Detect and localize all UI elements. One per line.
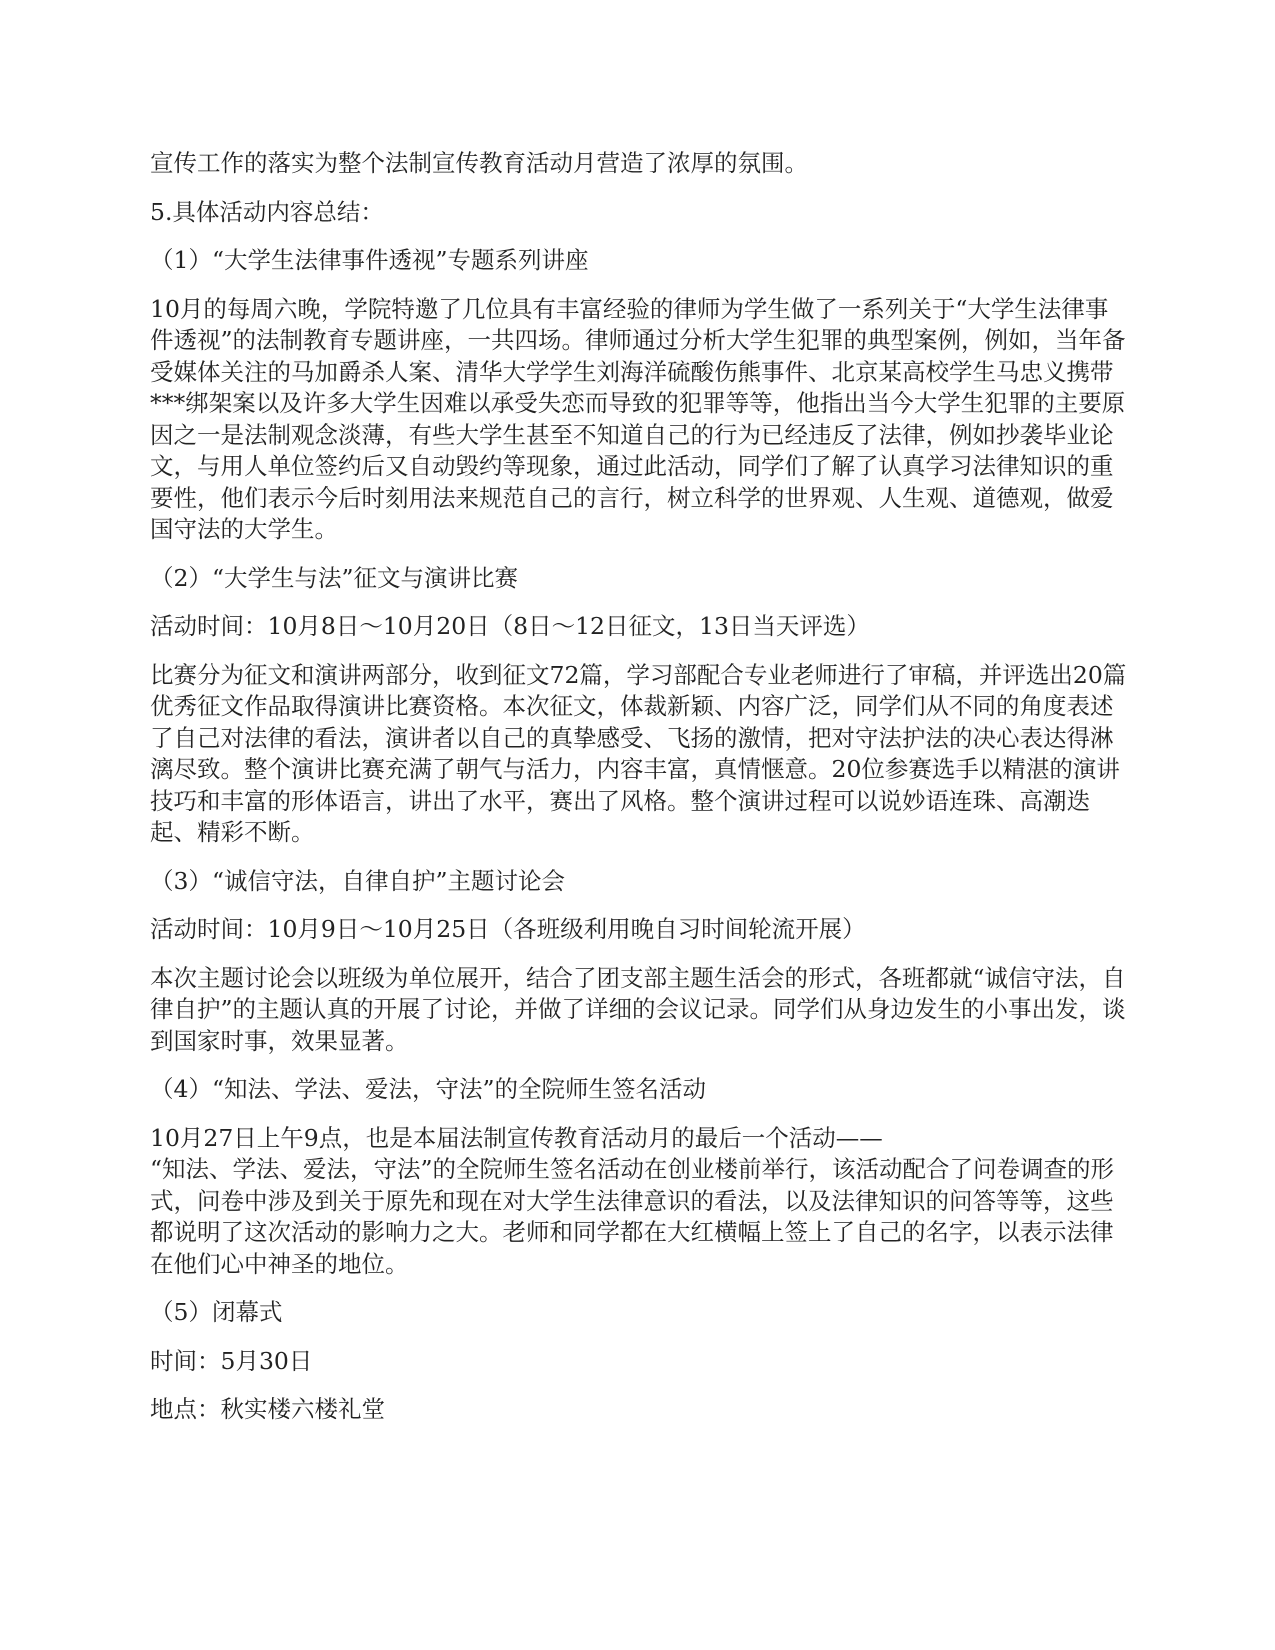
item-1-heading: （1）“大学生法律事件透视”专题系列讲座: [150, 246, 589, 274]
item-4-body-line1: 10月27日上午9点，也是本届法制宣传教育活动月的最后一个活动——: [150, 1123, 883, 1152]
section-5-heading: 5.具体活动内容总结：: [150, 197, 384, 226]
item-4-heading: （4）“知法、学法、爱法，守法”的全院师生签名活动: [150, 1075, 706, 1103]
intro-fragment: 宣传工作的落实为整个法制宣传教育活动月营造了浓厚的氛围。: [150, 149, 808, 177]
item-1-body: 10月的每周六晚，学院特邀了几位具有丰富经验的律师为学生做了一系列关于“大学生法律事件透视”的法制教育专题讲座，一共四场。律师通过分析大学生犯罪的典型案例，例如，当年备受媒体关注的马加爵杀人案、清华大学学生刘海洋硫酸伤熊事件、北京某高校学生马忠义携带***绑架案以及许多大学生因难以承受失恋而导致的犯罪等等，他指出当今大学生犯罪的主要原因之一是法制观念淡薄，有些大学生甚至不知道自己的行为已经违反了法律，例如抄袭毕业论文，与用人单位签约后又自动毁约等现象，通过此活动，同学们了解了认真学习法律知识的重要性，他们表示今后时刻用法来规范自己的言行，树立科学的世界观、人生观、道德观，做爱国守法的大学生。: [150, 294, 1126, 543]
item-5-place: 地点：秋实楼六楼礼堂: [150, 1395, 385, 1423]
item-5-heading: （5）闭幕式: [150, 1298, 283, 1326]
item-2-heading: （2）“大学生与法”征文与演讲比赛: [150, 563, 518, 592]
item-2-time: 活动时间：10月8日～10月20日（8日～12日征文，13日当天评选）: [150, 612, 870, 640]
item-2-body: 比赛分为征文和演讲两部分，收到征文72篇，学习部配合专业老师进行了审稿，并评选出20篇优秀征文作品取得演讲比赛资格。本次征文，体裁新颖、内容广泛，同学们从不同的角度表述了自己对法律的看法，演讲者以自己的真挚感受、飞扬的激情，把对守法护法的决心表达得淋漓尽致。整个演讲比赛充满了朝气与活力，内容丰富，真情惬意。20位参赛选手以精湛的演讲技巧和丰富的形体语言，讲出了水平，赛出了风格。整个演讲过程可以说妙语连珠、高潮迭起、精彩不断。: [150, 660, 1127, 846]
item-3-body: 本次主题讨论会以班级为单位展开，结合了团支部主题生活会的形式，各班都就“诚信守法，自律自护”的主题认真的开展了讨论，并做了详细的会议记录。同学们从身边发生的小事出发，谈到国家时事，效果显著。: [150, 963, 1126, 1055]
item-3-heading: （3）“诚信守法，自律自护”主题讨论会: [150, 866, 565, 895]
item-5-time: 时间：5月30日: [150, 1346, 313, 1375]
item-3-time: 活动时间：10月9日～10月25日（各班级利用晚自习时间轮流开展）: [150, 915, 866, 943]
document-page: [150, 148, 1130, 1443]
item-4-body: “知法、学法、爱法，守法”的全院师生签名活动在创业楼前举行，该活动配合了问卷调查的形式，问卷中涉及到关于原先和现在对大学生法律意识的看法，以及法律知识的问答等等，这些都说明了这次活动的影响力之大。老师和同学都在大红横幅上签上了自己的名字，以表示法律在他们心中神圣的地位。: [150, 1155, 1115, 1278]
